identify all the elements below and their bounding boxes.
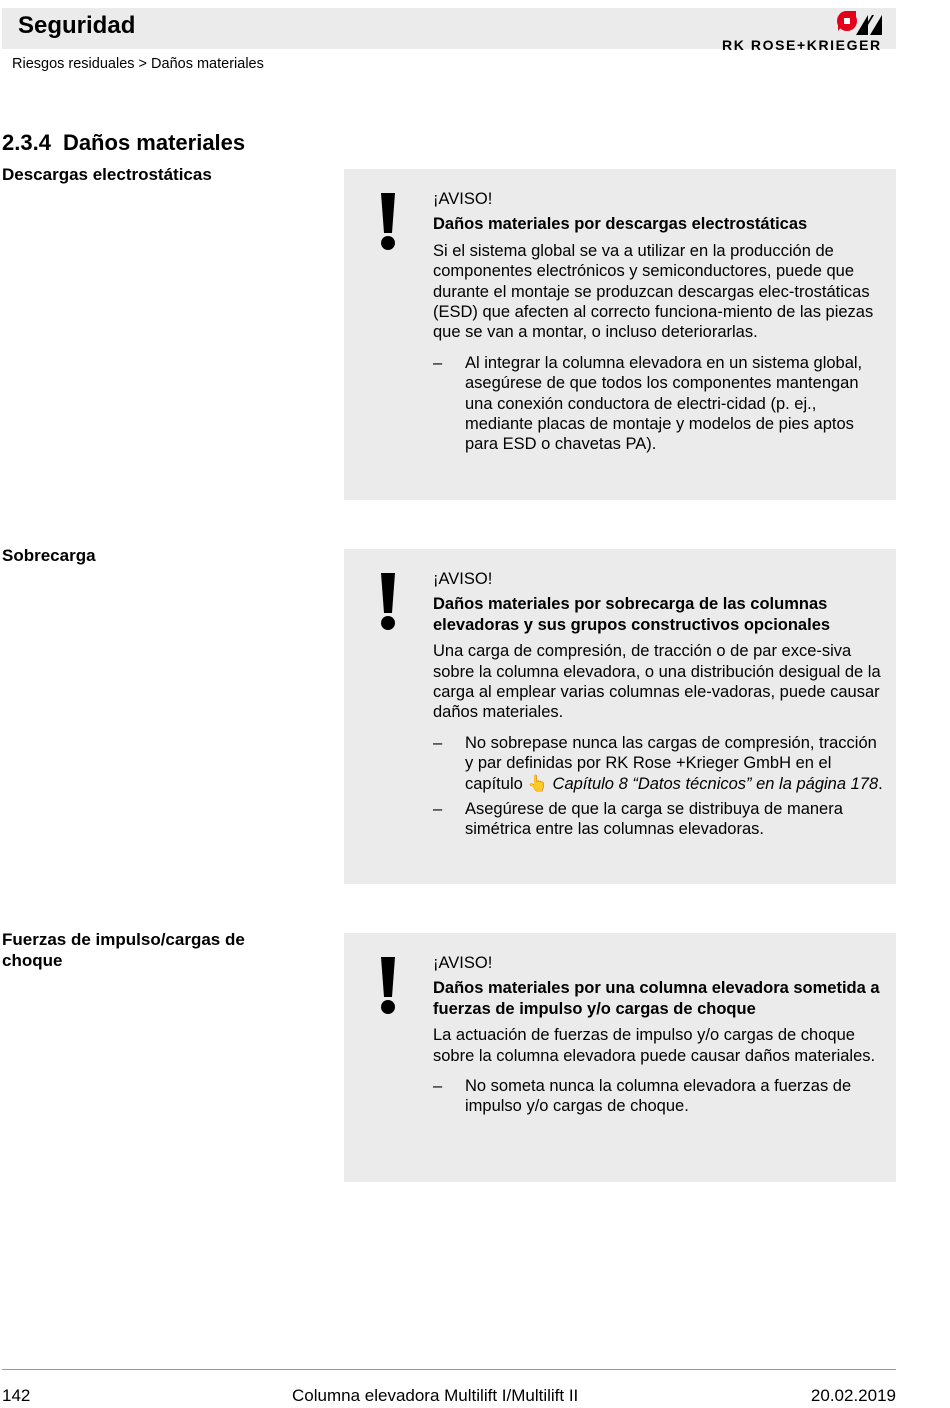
notice-heading: Daños materiales por sobrecarga de las columnas elevadoras y sus grupos constructivos opcionales (433, 595, 831, 634)
notice-text: Si el sistema global se va a utilizar en la producción de componentes electrónicos y semiconductores, puede que durante el montaje se produzcan descargas elec-trostáticas (ESD) que afecten al correcto funciona-miento de las piezas que se van a montar, o incluso deteriorarlas. (433, 241, 874, 342)
footer-product-name: Columna elevadora Multilift I/Multilift II (292, 1386, 579, 1405)
notice-box-esd (344, 169, 896, 500)
section-title-text: Daños materiales (62, 130, 246, 155)
notice-text: La actuación de fuerzas de impulso y/o cargas de choque sobre la columna elevadora puede causar daños materiales. (433, 1026, 876, 1065)
logo-mark-icon (836, 9, 888, 37)
notice-box-impact (344, 933, 896, 1182)
footer-divider (2, 1369, 896, 1370)
list-item (433, 799, 886, 840)
notice-bullet-list (433, 733, 886, 840)
side-label-impact: Fuerzas de impulso/cargas de choque (2, 930, 245, 970)
bullet-text: Al integrar la columna elevadora en un sistema global, asegúrese de que todos los componentes mantengan una conexión conductora de electri-cidad (p. ej., mediante placas de montaje y modelos de pies aptos para ESD o chavetas PA). (465, 353, 863, 454)
notice-body (433, 953, 886, 1122)
bullet-text: No sobrepase nunca las cargas de compresión, tracción y par definidas por RK Rose +Krieger GmbH en el capítulo (465, 733, 877, 793)
page-number: 142 (2, 1386, 31, 1405)
notice-body (433, 189, 886, 460)
exclamation-icon (376, 957, 400, 1015)
page-header-title: Seguridad (18, 12, 136, 39)
list-item (433, 733, 886, 794)
breadcrumb: Riesgos residuales > Daños materiales (12, 56, 264, 72)
footer-date: 20.02.2019 (810, 1386, 896, 1405)
bullet-dash: – (433, 733, 443, 752)
notice-body (433, 569, 886, 845)
notice-bullet-list (433, 353, 886, 455)
reference-arrow-icon: 👆 (527, 774, 548, 793)
notice-signal-word: ¡AVISO! (433, 954, 493, 972)
notice-heading: Daños materiales por descargas electrostáticas (433, 215, 808, 234)
bullet-dash: – (433, 1077, 443, 1096)
list-item (433, 353, 886, 455)
notice-text: Una carga de compresión, de tracción o de par exce-siva sobre la columna elevadora, o una distribución desigual de la carga al emplear varias columnas ele-vadoras, puede causar daños materiales. (433, 642, 881, 722)
bullet-dash: – (433, 800, 443, 819)
chapter-reference-link[interactable]: Capítulo 8 “Datos técnicos” en la página 178 (552, 774, 879, 793)
exclamation-icon (376, 573, 400, 631)
notice-box-overload (344, 549, 896, 884)
bullet-text-end: . (878, 774, 883, 793)
bullet-dash: – (433, 353, 443, 372)
logo-text: RK ROSE+KRIEGER (722, 37, 882, 53)
bullet-text: Asegúrese de que la carga se distribuya de manera simétrica entre las columnas elevadoras. (465, 800, 843, 839)
section-number: 2.3.4 (2, 130, 51, 155)
notice-signal-word: ¡AVISO! (433, 190, 493, 208)
notice-signal-word: ¡AVISO! (433, 570, 493, 588)
exclamation-icon (376, 193, 400, 251)
notice-bullet-list (433, 1076, 886, 1117)
side-label-overload: Sobrecarga (2, 546, 96, 565)
side-label-esd: Descargas electrostáticas (2, 165, 212, 184)
section-title (2, 130, 245, 156)
company-logo (722, 9, 888, 53)
notice-heading: Daños materiales por una columna elevadora sometida a fuerzas de impulso y/o cargas de choque (433, 979, 880, 1018)
list-item (433, 1076, 886, 1117)
bullet-text: No someta nunca la columna elevadora a fuerzas de impulso y/o cargas de choque. (465, 1077, 852, 1116)
